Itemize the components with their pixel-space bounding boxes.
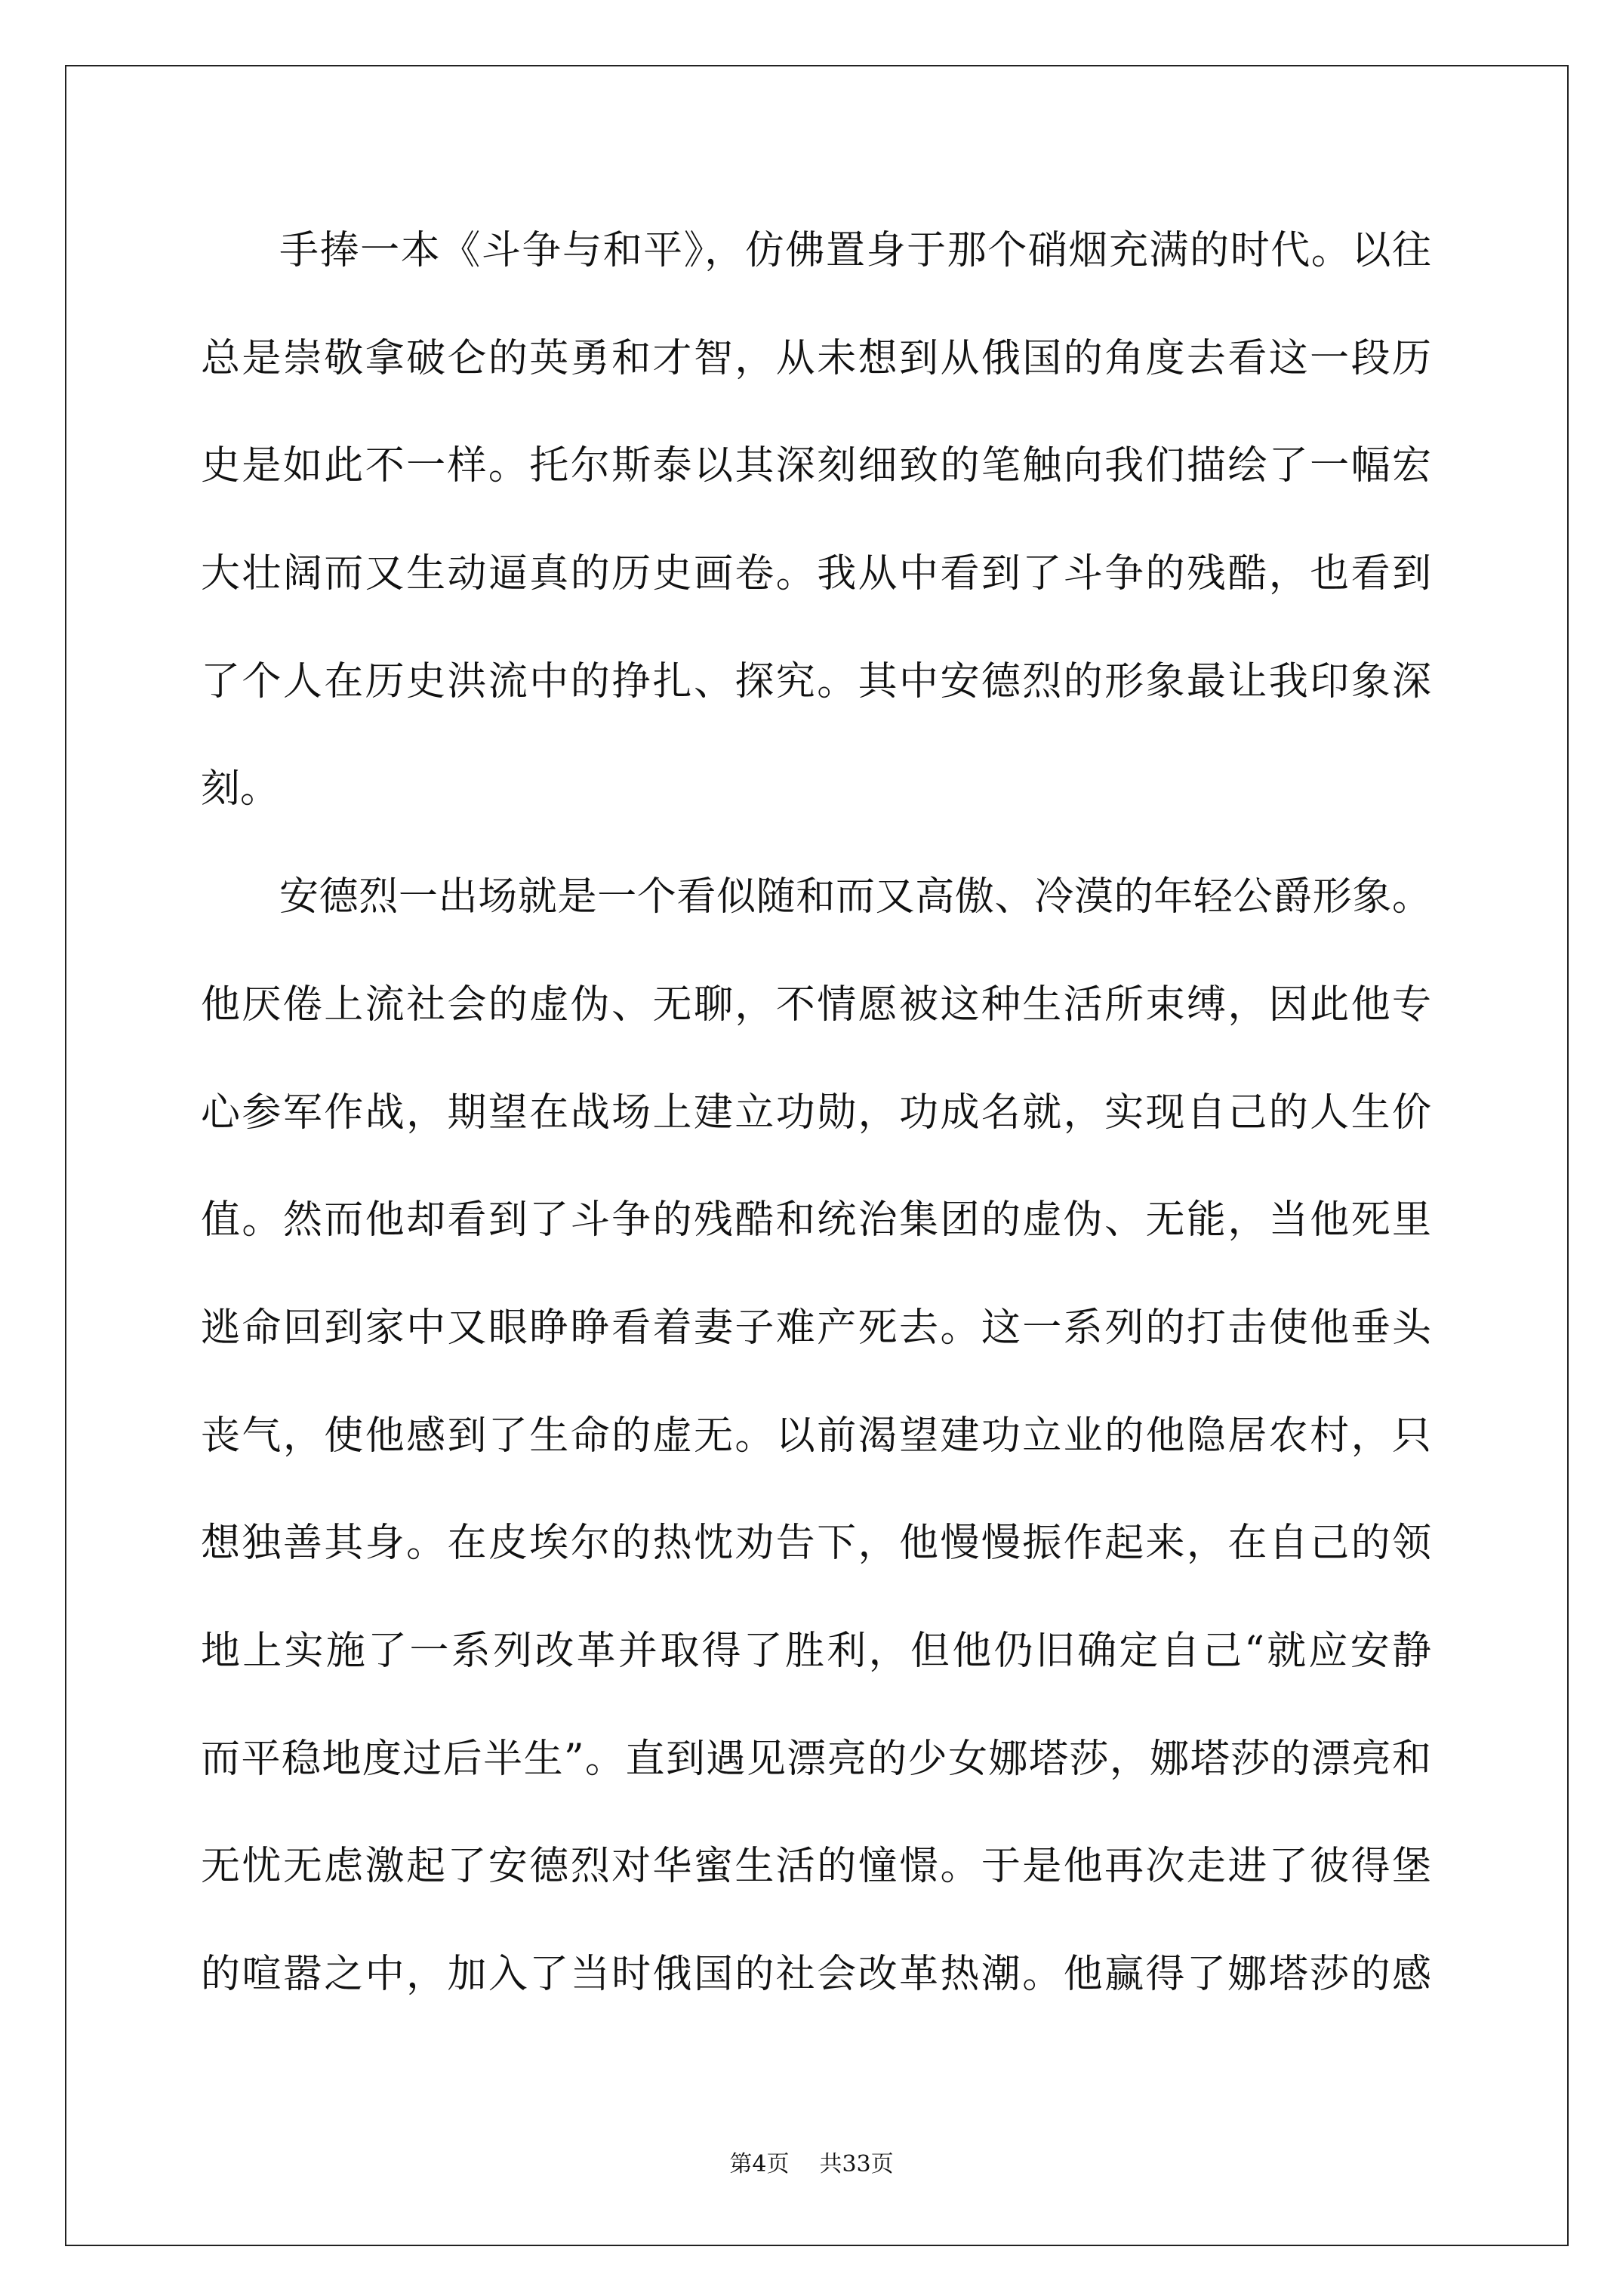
text-line: 想独善其身。在皮埃尔的热忱劝告下，他慢慢振作起来，在自己的领 — [201, 1521, 1431, 1567]
page-number-current: 第4页 — [729, 2151, 790, 2177]
document-body — [201, 197, 1431, 2029]
text-line: 的喧嚣之中，加入了当时俄国的社会改革热潮。他赢得了娜塔莎的感 — [201, 1952, 1431, 1997]
text-line: 史是如此不一样。托尔斯泰以其深刻细致的笔触向我们描绘了一幅宏 — [201, 443, 1431, 489]
text-line: 手捧一本《斗争与和平》，仿佛置身于那个硝烟充满的时代。以往 — [279, 228, 1431, 273]
text-line: 地上实施了一系列改革并取得了胜利，但他仍旧确定自己“就应安静 — [201, 1628, 1431, 1674]
paragraph-2 — [201, 843, 1431, 2029]
text-line: 他厌倦上流社会的虚伪、无聊，不情愿被这种生活所束缚，因此他专 — [201, 982, 1431, 1028]
paragraph-1 — [201, 197, 1431, 843]
text-line: 而平稳地度过后半生”。直到遇见漂亮的少女娜塔莎，娜塔莎的漂亮和 — [201, 1736, 1431, 1782]
text-line: 总是崇敬拿破仑的英勇和才智，从未想到从俄国的角度去看这一段历 — [201, 335, 1431, 381]
page-footer — [0, 2147, 1623, 2183]
text-line: 大壮阔而又生动逼真的历史画卷。我从中看到了斗争的残酷，也看到 — [201, 551, 1431, 597]
text-line: 了个人在历史洪流中的挣扎、探究。其中安德烈的形象最让我印象深 — [201, 658, 1431, 704]
text-line: 值。然而他却看到了斗争的残酷和统治集团的虚伪、无能，当他死里 — [201, 1197, 1431, 1244]
text-line: 安德烈一出场就是一个看似随和而又高傲、冷漠的年轻公爵形象。 — [279, 874, 1431, 920]
text-line: 刻。 — [201, 766, 280, 812]
text-line: 丧气，使他感到了生命的虚无。以前渴望建功立业的他隐居农村，只 — [201, 1413, 1431, 1459]
text-line: 无忧无虑激起了安德烈对华蜜生活的憧憬。于是他再次走进了彼得堡 — [201, 1844, 1431, 1890]
text-line: 心参军作战，期望在战场上建立功勋，功成名就，实现自己的人生价 — [201, 1089, 1431, 1136]
page-number-total: 共33页 — [819, 2151, 894, 2177]
text-line: 逃命回到家中又眼睁睁看着妻子难产死去。这一系列的打击使他垂头 — [201, 1305, 1431, 1351]
